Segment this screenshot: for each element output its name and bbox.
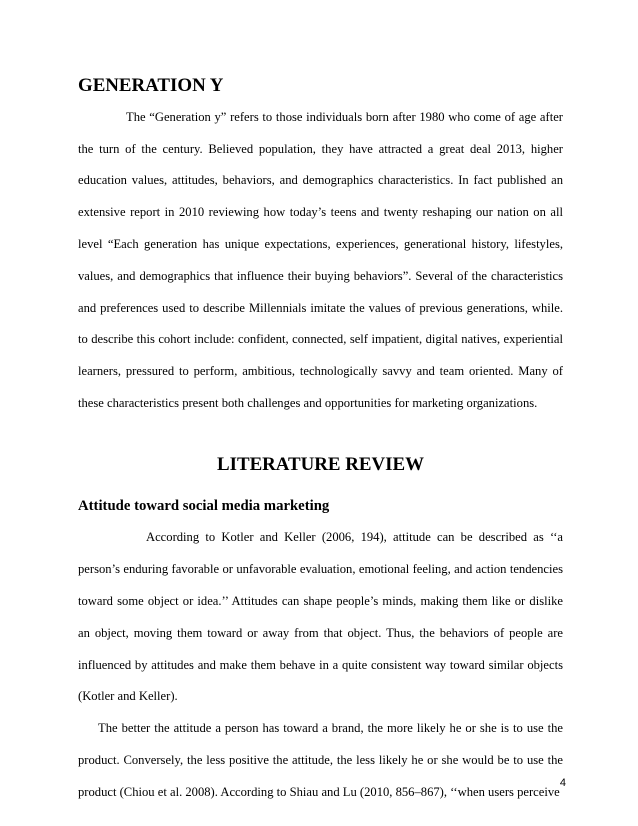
page-content [78, 70, 563, 809]
section-heading-generation-y: GENERATION Y [78, 75, 224, 96]
subsection-heading-attitude: Attitude toward social media marketing [78, 497, 330, 514]
section-heading-literature-review: LITERATURE REVIEW [217, 453, 424, 475]
paragraph-attitude-1: According to Kotler and Keller (2006, 194), attitude can be described as ‘‘a person’s enduring favorable or unfavorable evaluation, emotional feeling, and action tendencies toward some object or idea.’’ Attitudes can shape people’s minds, making them like or dislike an object, moving them toward or away from that object. Thus, the behaviors of people are influenced by attitudes and make them behave in a quite consistent way toward similar objects (Kotler and Keller). [78, 530, 563, 704]
section-spacer [78, 420, 563, 438]
page-number: 4 [559, 777, 566, 789]
paragraph-attitude-2: The better the attitude a person has toward a brand, the more likely he or she is to use the product. Conversely, the less positive the attitude, the less likely he or she would be to use the product (Chiou et al. 2008). According to Shiau and Lu (2010, 856–867), ‘‘when users perceive [78, 721, 563, 799]
paragraph-generation-y: The “Generation y” refers to those individuals born after 1980 who come of age after the turn of the century. Believed population, they have attracted a great deal 2013, higher education values, attitudes, behaviors, and demographics characteristics. In fact published an extensive report in 2010 reviewing how today’s teens and twenty reshaping our nation on all level “Each generation has unique expectations, experiences, generational history, lifestyles, values, and demographics that influence their buying behaviors”. Several of the characteristics and preferences used to describe Millennials imitate the values of previous generations, while. to describe this cohort include: confident, connected, self impatient, digital natives, experiential learners, pressured to perform, ambitious, technologically savvy and team oriented. Many of these characteristics present both challenges and opportunities for marketing organizations. [78, 109, 563, 410]
